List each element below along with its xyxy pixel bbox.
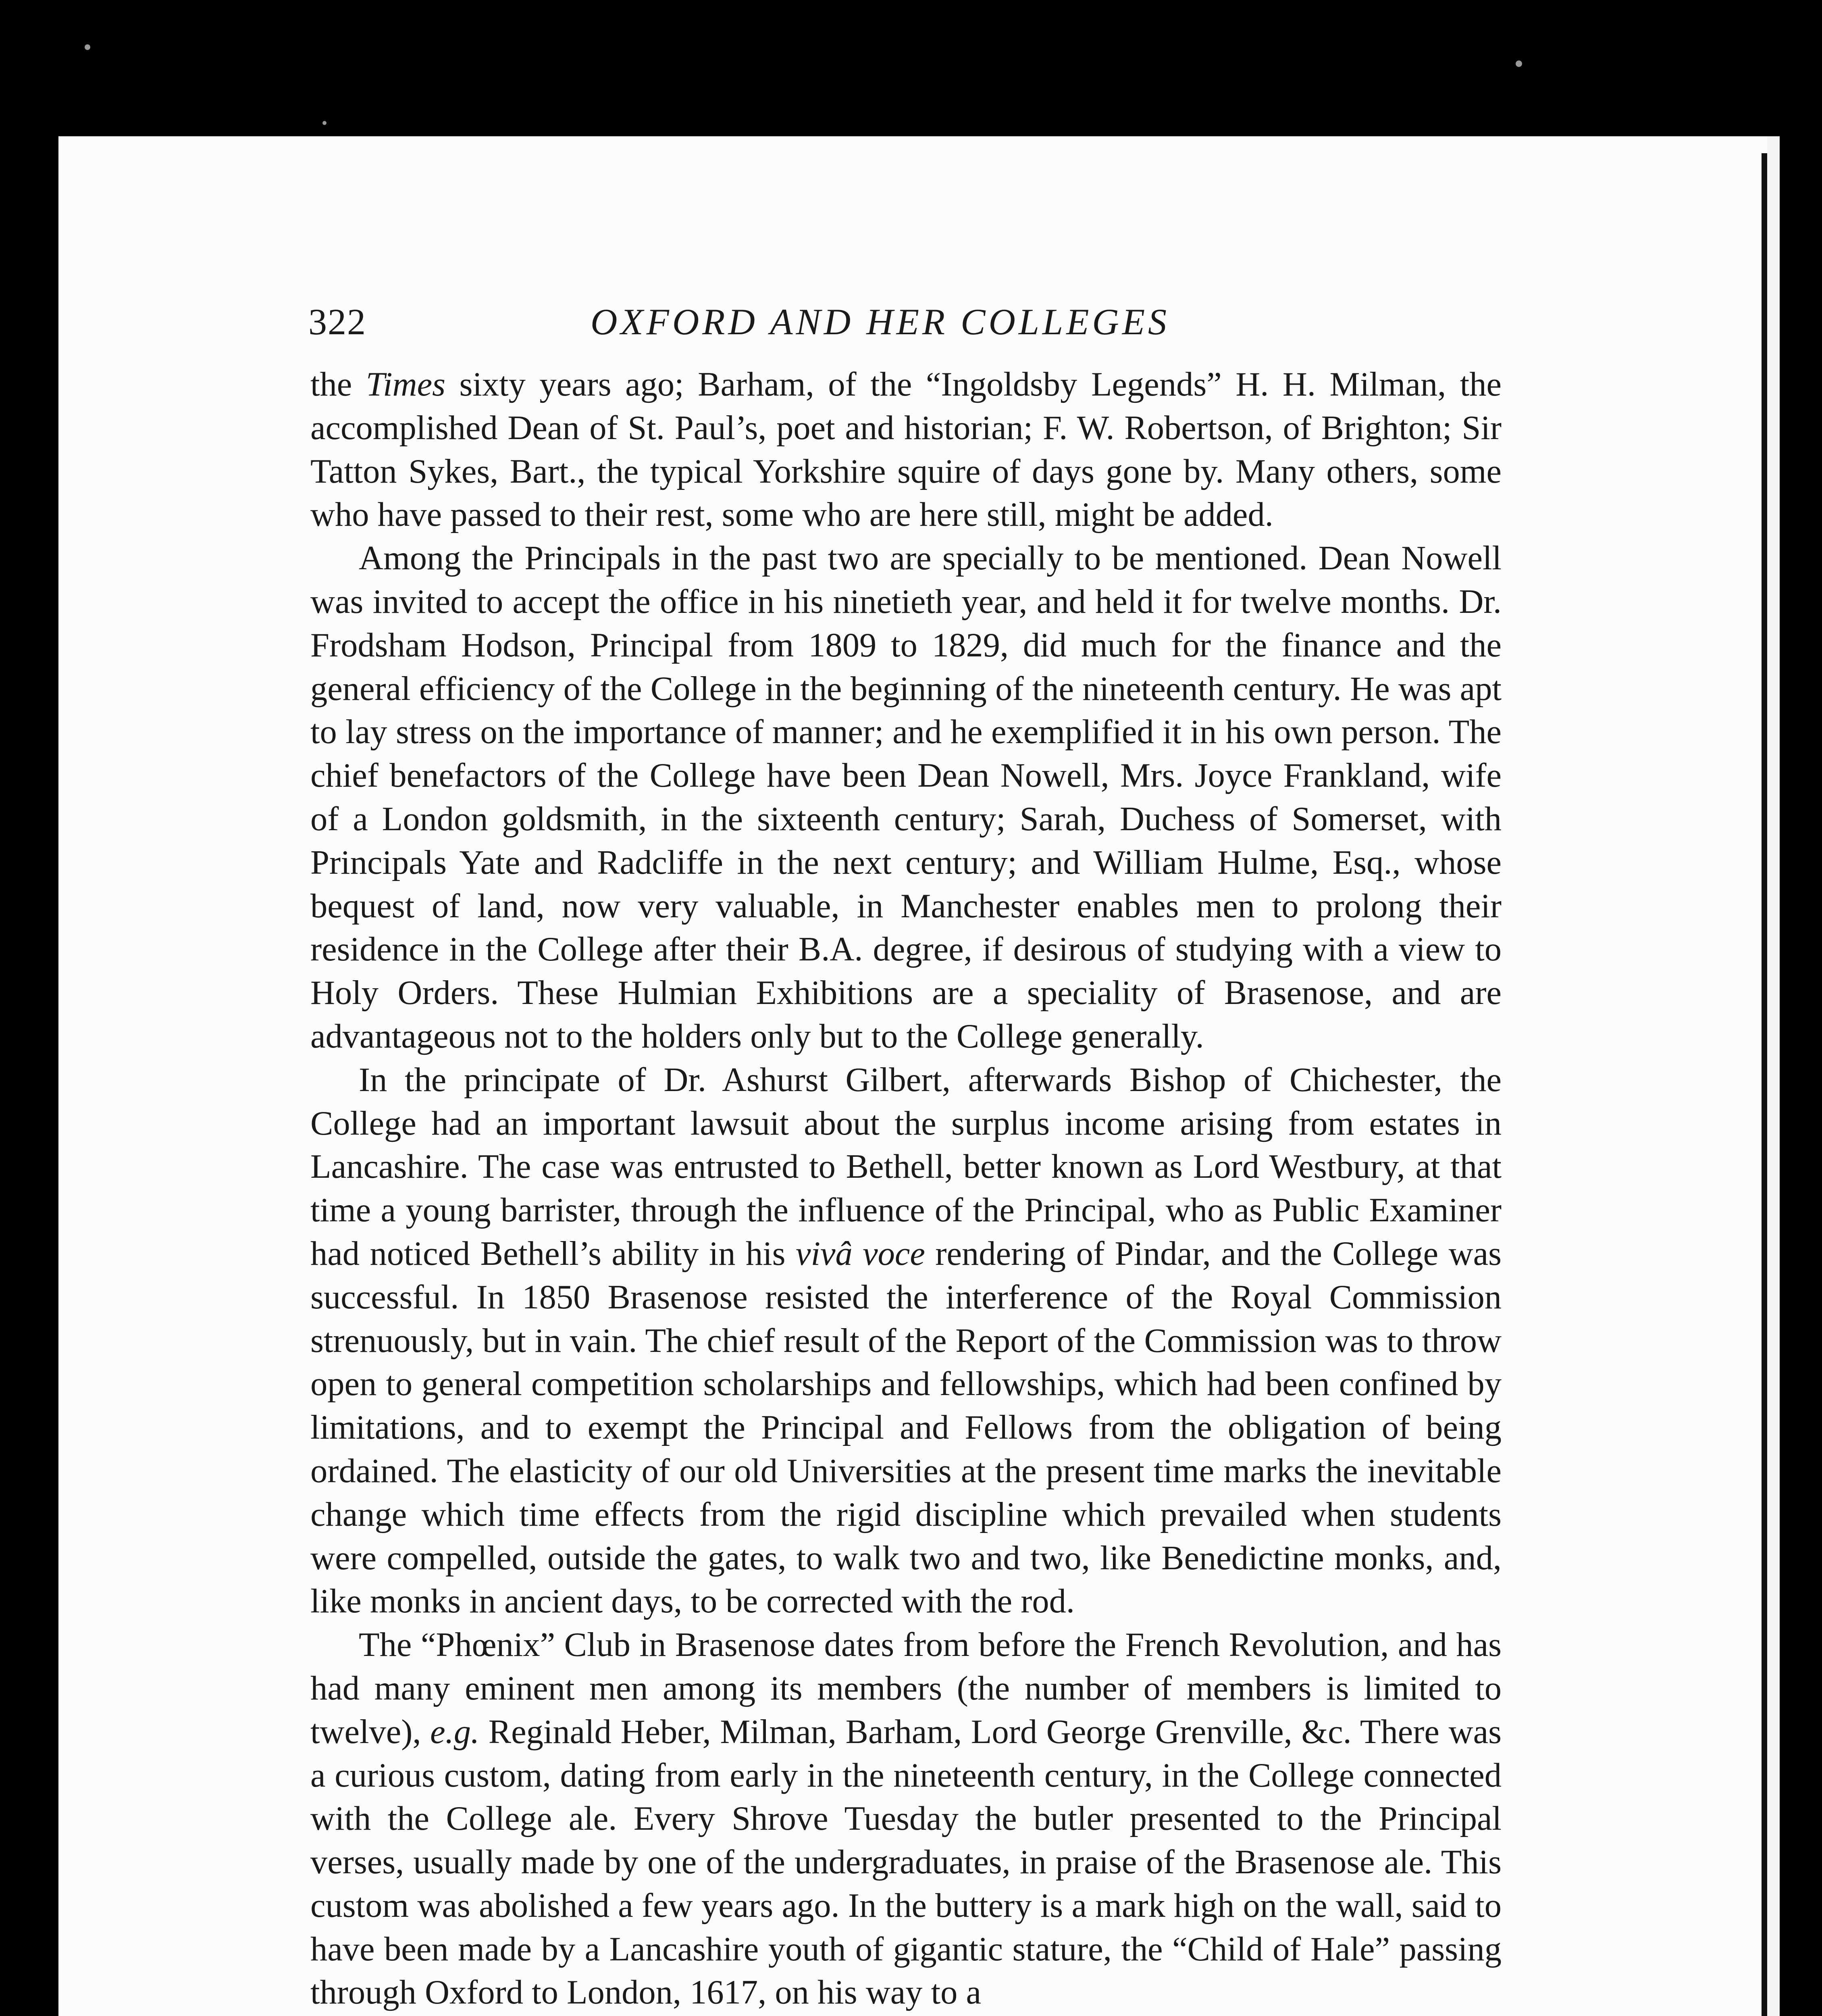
text-run: The “Phœnix” Club in Brasenose dates from before the French Revolution, and has had many eminent men among its members (the number of members is limited to twelve), — [310, 1626, 1502, 1751]
text-run: Reginald Heber, Milman, Barham, Lord George Grenville, &c. There was a curious custom, dating from early in the nineteenth century, in the College connected with the College ale. Every Shrove Tuesday the butler presented to the Principal verses, usually made by one of the undergraduates, in praise of the Brasenose ale. This custom was abolished a few years ago. In the buttery is a mark high on the wall, said to have been made by a Lancashire youth of gigantic stature, the “Child of Hale” passing through Oxford to London, 1617, on his way to a — [310, 1713, 1502, 2012]
paragraph — [310, 363, 1502, 537]
page-header — [308, 300, 1508, 341]
italic-text: e.g. — [430, 1713, 480, 1751]
text-run: the — [310, 366, 366, 403]
running-title: OXFORD AND HER COLLEGES — [591, 301, 1170, 342]
scan-speck — [85, 44, 90, 50]
scan-speck — [1516, 60, 1522, 67]
paragraph — [310, 1058, 1502, 1623]
text-run: In the principate of Dr. Ashurst Gilbert, afterwards Bishop of Chichester, the College had an important lawsuit about the surplus income arising from estates in Lancashire. The case was entrusted to Bethell, better known as Lord Westbury, at that time a young barrister, through the influence of the Principal, who as Public Examiner had noticed Bethell’s ability in his — [310, 1061, 1502, 1272]
scan-speck — [322, 121, 327, 125]
italic-text: vivâ voce — [796, 1235, 925, 1272]
italic-text: Times — [366, 366, 445, 403]
text-run: rendering of Pindar, and the College was successful. In 1850 Brasenose resisted the interference of the Royal Commission strenuously, but in vain. The chief result of the Report of the Commission was to throw open to general competition scholarships and fellowships, which had been confined by limitations, and to exempt the Principal and Fellows from the obligation of being ordained. The elasticity of our old Universities at the present time marks the inevitable change which time effects from the rigid discipline which prevailed when students were compelled, outside the gates, to walk two and two, like Benedictine monks, and, like monks in ancient days, to be corrected with the rod. — [310, 1235, 1502, 1620]
body-text — [310, 363, 1502, 2014]
text-run: Among the Principals in the past two are specially to be mentioned. Dean Nowell was invited to accept the office in his ninetieth year, and held it for twelve months. Dr. Frodsham Hodson, Principal from 1809 to 1829, did much for the finance and the general efficiency of the College in the beginning of the nineteenth century. He was apt to lay stress on the importance of manner; and he exemplified it in his own person. The chief benefactors of the College have been Dean Nowell, Mrs. Joyce Frankland, wife of a London goldsmith, in the sixteenth century; Sarah, Duchess of Somerset, with Principals Yate and Radcliffe in the next century; and William Hulme, Esq., whose bequest of land, now very valuable, in Manchester enables men to prolong their residence in the College after their B.A. degree, if desirous of studying with a view to Holy Orders. These Hulmian Exhibitions are a speciality of Brasenose, and are advantageous not to the holders only but to the College generally. — [310, 539, 1502, 1055]
page-fold-shadow — [1762, 153, 1767, 2016]
next-page-edge — [1767, 136, 1780, 2016]
page-number: 322 — [308, 301, 366, 342]
text-run: sixty years ago; Barham, of the “Ingoldsby Legends” H. H. Milman, the accomplished Dean of St. Paul’s, poet and historian; F. W. Robertson, of Brighton; Sir Tatton Sykes, Bart., the typical Yorkshire squire of days gone by. Many others, some who have passed to their rest, some who are here still, might be added. — [310, 366, 1502, 534]
paragraph — [310, 1623, 1502, 2014]
paragraph — [310, 537, 1502, 1058]
